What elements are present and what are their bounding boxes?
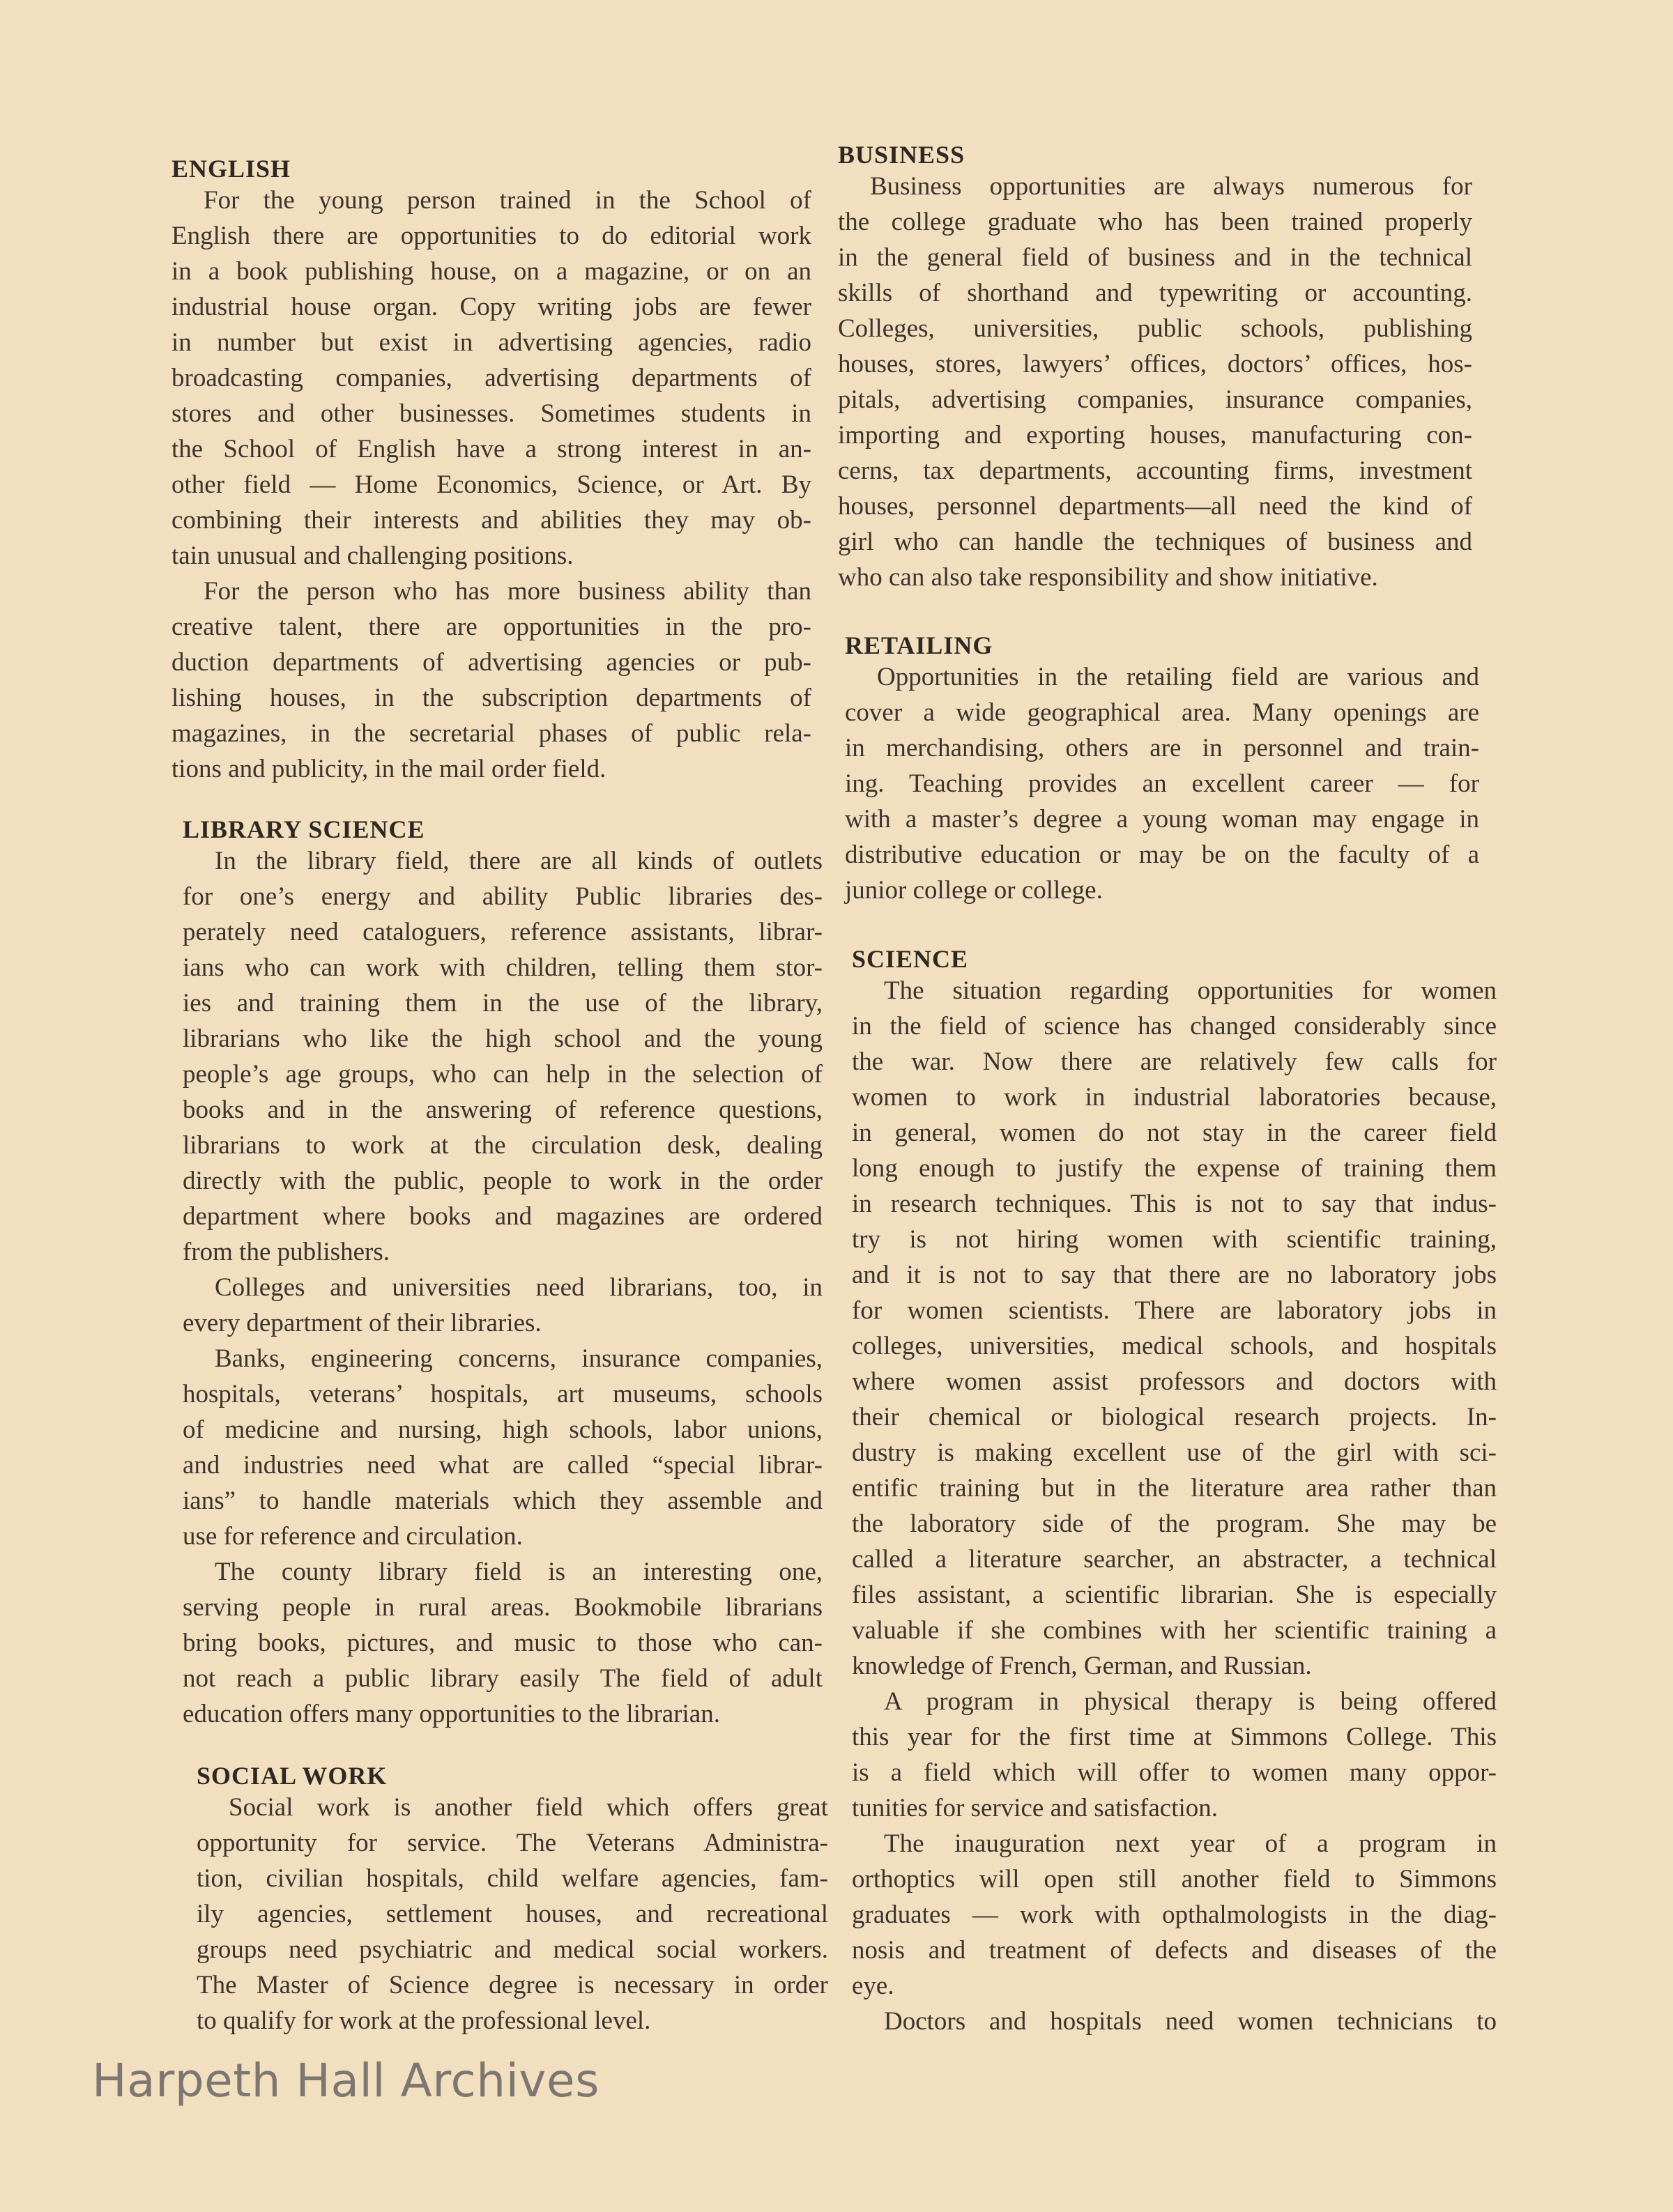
text-line: hospitals, veterans’ hospitals, art museums, schools: [183, 1380, 823, 1408]
text-line: Doctors and hospitals need women technicians to: [884, 2007, 1497, 2036]
text-line: English there are opportunities to do editorial work: [171, 222, 811, 250]
section-heading: SOCIAL WORK: [197, 1762, 388, 1790]
text-line: Social work is another field which offers great: [229, 1793, 828, 1822]
text-line: entific training but in the literature area rather than: [852, 1474, 1497, 1503]
section-heading: BUSINESS: [838, 141, 965, 169]
text-line: opportunity for service. The Veterans Administra-: [197, 1829, 828, 1857]
text-line: files assistant, a scientific librarian. She is especially: [852, 1581, 1497, 1609]
text-line: the laboratory side of the program. She may be: [852, 1510, 1497, 1538]
text-line: tunities for service and satisfaction.: [852, 1794, 1219, 1822]
text-line: lishing houses, in the subscription departments of: [171, 684, 811, 712]
text-line: long enough to justify the expense of training them: [852, 1154, 1497, 1183]
text-line: magazines, in the secretarial phases of public rela-: [171, 719, 811, 748]
text-line: department where books and magazines are ordered: [183, 1202, 823, 1231]
text-line: stores and other businesses. Sometimes students in: [171, 399, 811, 428]
text-line: education offers many opportunities to the librarian.: [183, 1700, 720, 1728]
text-line: ians” to handle materials which they assemble and: [183, 1487, 823, 1515]
text-line: and it is not to say that there are no laboratory jobs: [852, 1261, 1497, 1289]
paragraph: [197, 1790, 828, 2038]
text-line: is a field which will offer to women many oppor-: [852, 1758, 1497, 1787]
paragraph: [183, 1554, 823, 1732]
text-line: the college graduate who has been trained properly: [838, 208, 1472, 236]
section-social-work: [197, 1762, 828, 2038]
text-line: ing. Teaching provides an excellent career — for: [845, 769, 1479, 798]
paragraph: [171, 574, 811, 787]
text-line: ily agencies, settlement houses, and recreational: [197, 1900, 828, 1928]
text-line: graduates — work with opthalmologists in the diag-: [852, 1900, 1497, 1929]
text-line: people’s age groups, who can help in the selection of: [183, 1060, 823, 1089]
text-line: women to work in industrial laboratories because,: [852, 1083, 1497, 1112]
text-line: their chemical or biological research projects. In-: [852, 1403, 1497, 1431]
text-line: who can also take responsibility and show initiative.: [838, 563, 1378, 592]
text-line: combining their interests and abilities they may ob-: [171, 506, 811, 535]
text-line: Opportunities in the retailing field are various and: [877, 663, 1479, 691]
text-line: ians who can work with children, telling them stor-: [183, 953, 823, 982]
text-line: other field — Home Economics, Science, or Art. By: [171, 470, 811, 499]
section-heading: RETAILING: [845, 631, 993, 659]
paragraph: [852, 1684, 1497, 1826]
text-line: The situation regarding opportunities for women: [884, 976, 1497, 1005]
text-line: In the library field, there are all kinds of outlets: [215, 847, 823, 875]
text-line: cover a wide geographical area. Many openings are: [845, 698, 1479, 727]
text-line: in merchandising, others are in personnel and train-: [845, 734, 1479, 762]
text-line: serving people in rural areas. Bookmobile librarians: [183, 1593, 823, 1622]
text-line: in number but exist in advertising agencies, radio: [171, 328, 811, 357]
text-line: and industries need what are called “special librar-: [183, 1451, 823, 1480]
section-english: [171, 155, 811, 787]
text-line: this year for the first time at Simmons College. This: [852, 1723, 1497, 1751]
text-line: directly with the public, people to work in the order: [183, 1167, 823, 1195]
text-line: tain unusual and challenging positions.: [171, 542, 574, 570]
text-line: for one’s energy and ability Public libraries des-: [183, 882, 823, 911]
text-line: cerns, tax departments, accounting firms, investment: [838, 456, 1472, 485]
section-science: [852, 945, 1497, 2039]
text-line: Colleges and universities need librarians, too, in: [215, 1273, 823, 1302]
archive-watermark: Harpeth Hall Archives: [92, 2054, 599, 2107]
text-line: tions and publicity, in the mail order field.: [171, 755, 606, 783]
text-line: For the person who has more business ability than: [204, 577, 811, 606]
text-line: The inauguration next year of a program in: [884, 1829, 1497, 1858]
text-line: The Master of Science degree is necessary in order: [197, 1971, 828, 1999]
paragraph: [838, 169, 1472, 595]
paragraph: [171, 183, 811, 574]
text-line: junior college or college.: [845, 876, 1103, 905]
text-line: girl who can handle the techniques of business and: [838, 528, 1472, 556]
text-line: books and in the answering of reference questions,: [183, 1096, 823, 1124]
text-line: eye.: [852, 1972, 894, 2000]
text-line: creative talent, there are opportunities in the pro-: [171, 613, 811, 641]
paragraph: [183, 843, 823, 1270]
text-line: Banks, engineering concerns, insurance companies,: [215, 1344, 823, 1373]
text-line: try is not hiring women with scientific training,: [852, 1225, 1497, 1254]
text-line: dustry is making excellent use of the girl with sci-: [852, 1438, 1497, 1467]
text-line: not reach a public library easily The field of adult: [183, 1664, 823, 1693]
paragraph: [852, 973, 1497, 1684]
text-line: in a book publishing house, on a magazine, or on an: [171, 257, 811, 286]
text-line: to qualify for work at the professional level.: [197, 2006, 651, 2035]
text-line: valuable if she combines with her scientific training a: [852, 1616, 1497, 1645]
text-line: in the field of science has changed considerably since: [852, 1012, 1497, 1040]
text-line: from the publishers.: [183, 1238, 390, 1266]
section-heading: LIBRARY SCIENCE: [183, 815, 425, 843]
text-line: in the general field of business and in the technical: [838, 243, 1472, 272]
section-library-science: [183, 815, 823, 1732]
text-line: Business opportunities are always numerous for: [870, 172, 1472, 201]
text-line: use for reference and circulation.: [183, 1522, 523, 1551]
text-line: groups need psychiatric and medical social workers.: [197, 1935, 828, 1964]
text-line: of medicine and nursing, high schools, labor unions,: [183, 1415, 823, 1444]
text-line: distributive education or may be on the faculty of a: [845, 840, 1479, 869]
text-line: with a master’s degree a young woman may engage in: [845, 805, 1479, 834]
paragraph: [845, 659, 1479, 908]
text-line: broadcasting companies, advertising departments of: [171, 364, 811, 392]
text-line: A program in physical therapy is being offered: [884, 1687, 1497, 1716]
text-line: librarians to work at the circulation desk, dealing: [183, 1131, 823, 1160]
text-line: duction departments of advertising agencies or pub-: [171, 648, 811, 677]
text-line: where women assist professors and doctors with: [852, 1367, 1497, 1396]
text-line: knowledge of French, German, and Russian.: [852, 1652, 1312, 1680]
text-line: perately need cataloguers, reference assistants, librar-: [183, 918, 823, 946]
text-line: houses, stores, lawyers’ offices, doctors’ offices, hos-: [838, 350, 1472, 378]
section-retailing: [845, 631, 1479, 908]
paragraph: [183, 1341, 823, 1554]
text-line: called a literature searcher, an abstracter, a technical: [852, 1545, 1497, 1574]
text-line: the war. Now there are relatively few calls for: [852, 1047, 1497, 1076]
text-line: bring books, pictures, and music to those who can-: [183, 1629, 823, 1657]
section-heading: ENGLISH: [171, 155, 291, 183]
text-line: houses, personnel departments—all need the kind of: [838, 492, 1472, 521]
text-line: importing and exporting houses, manufacturing con-: [838, 421, 1472, 450]
text-line: librarians who like the high school and the young: [183, 1024, 823, 1053]
text-line: every department of their libraries.: [183, 1309, 542, 1337]
text-line: for women scientists. There are laboratory jobs in: [852, 1296, 1497, 1325]
text-line: in research techniques. This is not to say that indus-: [852, 1190, 1497, 1218]
text-line: in general, women do not stay in the career field: [852, 1119, 1497, 1147]
text-line: Colleges, universities, public schools, publishing: [838, 314, 1472, 343]
text-line: orthoptics will open still another field to Simmons: [852, 1865, 1497, 1894]
text-line: colleges, universities, medical schools, and hospitals: [852, 1332, 1497, 1360]
section-business: [838, 141, 1472, 595]
text-line: ies and training them in the use of the library,: [183, 989, 823, 1017]
text-line: industrial house organ. Copy writing jobs are fewer: [171, 293, 811, 321]
text-line: The county library field is an interesting one,: [215, 1558, 823, 1586]
paragraph: [183, 1270, 823, 1341]
paragraph: [852, 2004, 1497, 2039]
text-line: nosis and treatment of defects and diseases of the: [852, 1936, 1497, 1965]
text-line: the School of English have a strong interest in an-: [171, 435, 811, 463]
text-line: skills of shorthand and typewriting or accounting.: [838, 279, 1472, 307]
paragraph: [852, 1826, 1497, 2004]
text-line: pitals, advertising companies, insurance companies,: [838, 385, 1472, 414]
text-line: tion, civilian hospitals, child welfare agencies, fam-: [197, 1864, 828, 1893]
text-line: For the young person trained in the School of: [204, 186, 811, 215]
section-heading: SCIENCE: [852, 945, 969, 973]
